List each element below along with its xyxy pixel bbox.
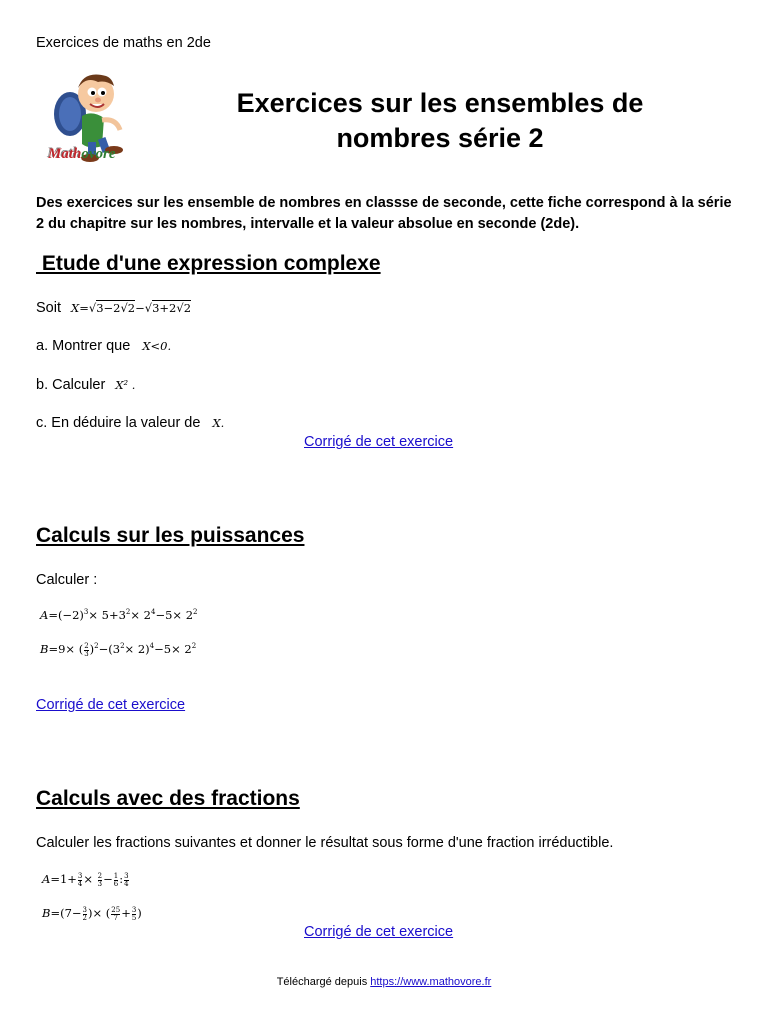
section2-intro: Calculer :	[36, 572, 98, 588]
expr-b-fractions: B=(7− $\frac{3}{2}$ )× ( $\frac{25}{7}$ + $\frac{3}{5}$ )	[42, 905, 142, 922]
correction-link-1[interactable]: Corrigé de cet exercice	[304, 434, 454, 450]
footer-prefix: Téléchargé depuis	[276, 976, 371, 988]
section2-title: Calculs sur les puissances	[36, 524, 305, 547]
section3-title: Calculs avec des fractions	[36, 787, 300, 810]
expr-b-powers: B=9× ( $\frac{2}{3}$ )$^2-(3^2\times 2)^4-5\times 2^2$	[40, 641, 197, 658]
question-b-expr: X² .	[115, 378, 136, 392]
question-b-label: b. Calculer	[36, 377, 106, 393]
correction-link-3[interactable]: Corrigé de cet exercice	[304, 924, 454, 940]
soit-label: Soit	[36, 300, 61, 316]
header-text: Exercices de maths en 2de	[36, 35, 211, 51]
question-a	[36, 338, 171, 354]
question-c	[36, 415, 224, 431]
intro-paragraph: Des exercices sur les ensemble de nombres en classse de seconde, cette fiche correspond à la série 2 du chapitre sur les nombres, intervalle et la valeur absolue en seconde (2de).	[36, 195, 732, 232]
logo-wordmark: Mathovore	[48, 146, 116, 162]
mathovore-logo	[44, 72, 142, 168]
question-a-expr: X<0.	[142, 339, 172, 353]
page-title	[190, 86, 690, 156]
question-a-label: a. Montrer que	[36, 338, 131, 354]
expr-x: X=√3−2√2−√3+2√2	[71, 301, 192, 315]
question-b	[36, 377, 135, 393]
section3-intro: Calculer les fractions suivantes et donner le résultat sous forme d'une fraction irréductible.	[36, 835, 614, 851]
footer	[0, 976, 768, 988]
expr-a-powers: $A=(-2)^3\times 5+3^2\times 2^4-5\times 2^2$	[40, 608, 198, 622]
footer-link[interactable]: https://www.mathovore.fr	[370, 976, 492, 988]
expr-a-fractions: A=1+ $\frac{3}{4}$ × $\frac{2}{3}$ − $\frac{1}{6}$ : $\frac{3}{4}$	[42, 871, 129, 888]
question-c-expr: X.	[212, 416, 225, 430]
question-c-label: c. En déduire la valeur de	[36, 415, 201, 431]
section1-title: Etude d'une expression complexe	[36, 252, 381, 275]
page-title-line2: nombres série 2	[336, 123, 544, 153]
correction-link-2[interactable]: Corrigé de cet exercice	[36, 697, 186, 713]
section1-soit-line	[36, 300, 191, 316]
page-title-line1: Exercices sur les ensembles de	[236, 88, 644, 118]
